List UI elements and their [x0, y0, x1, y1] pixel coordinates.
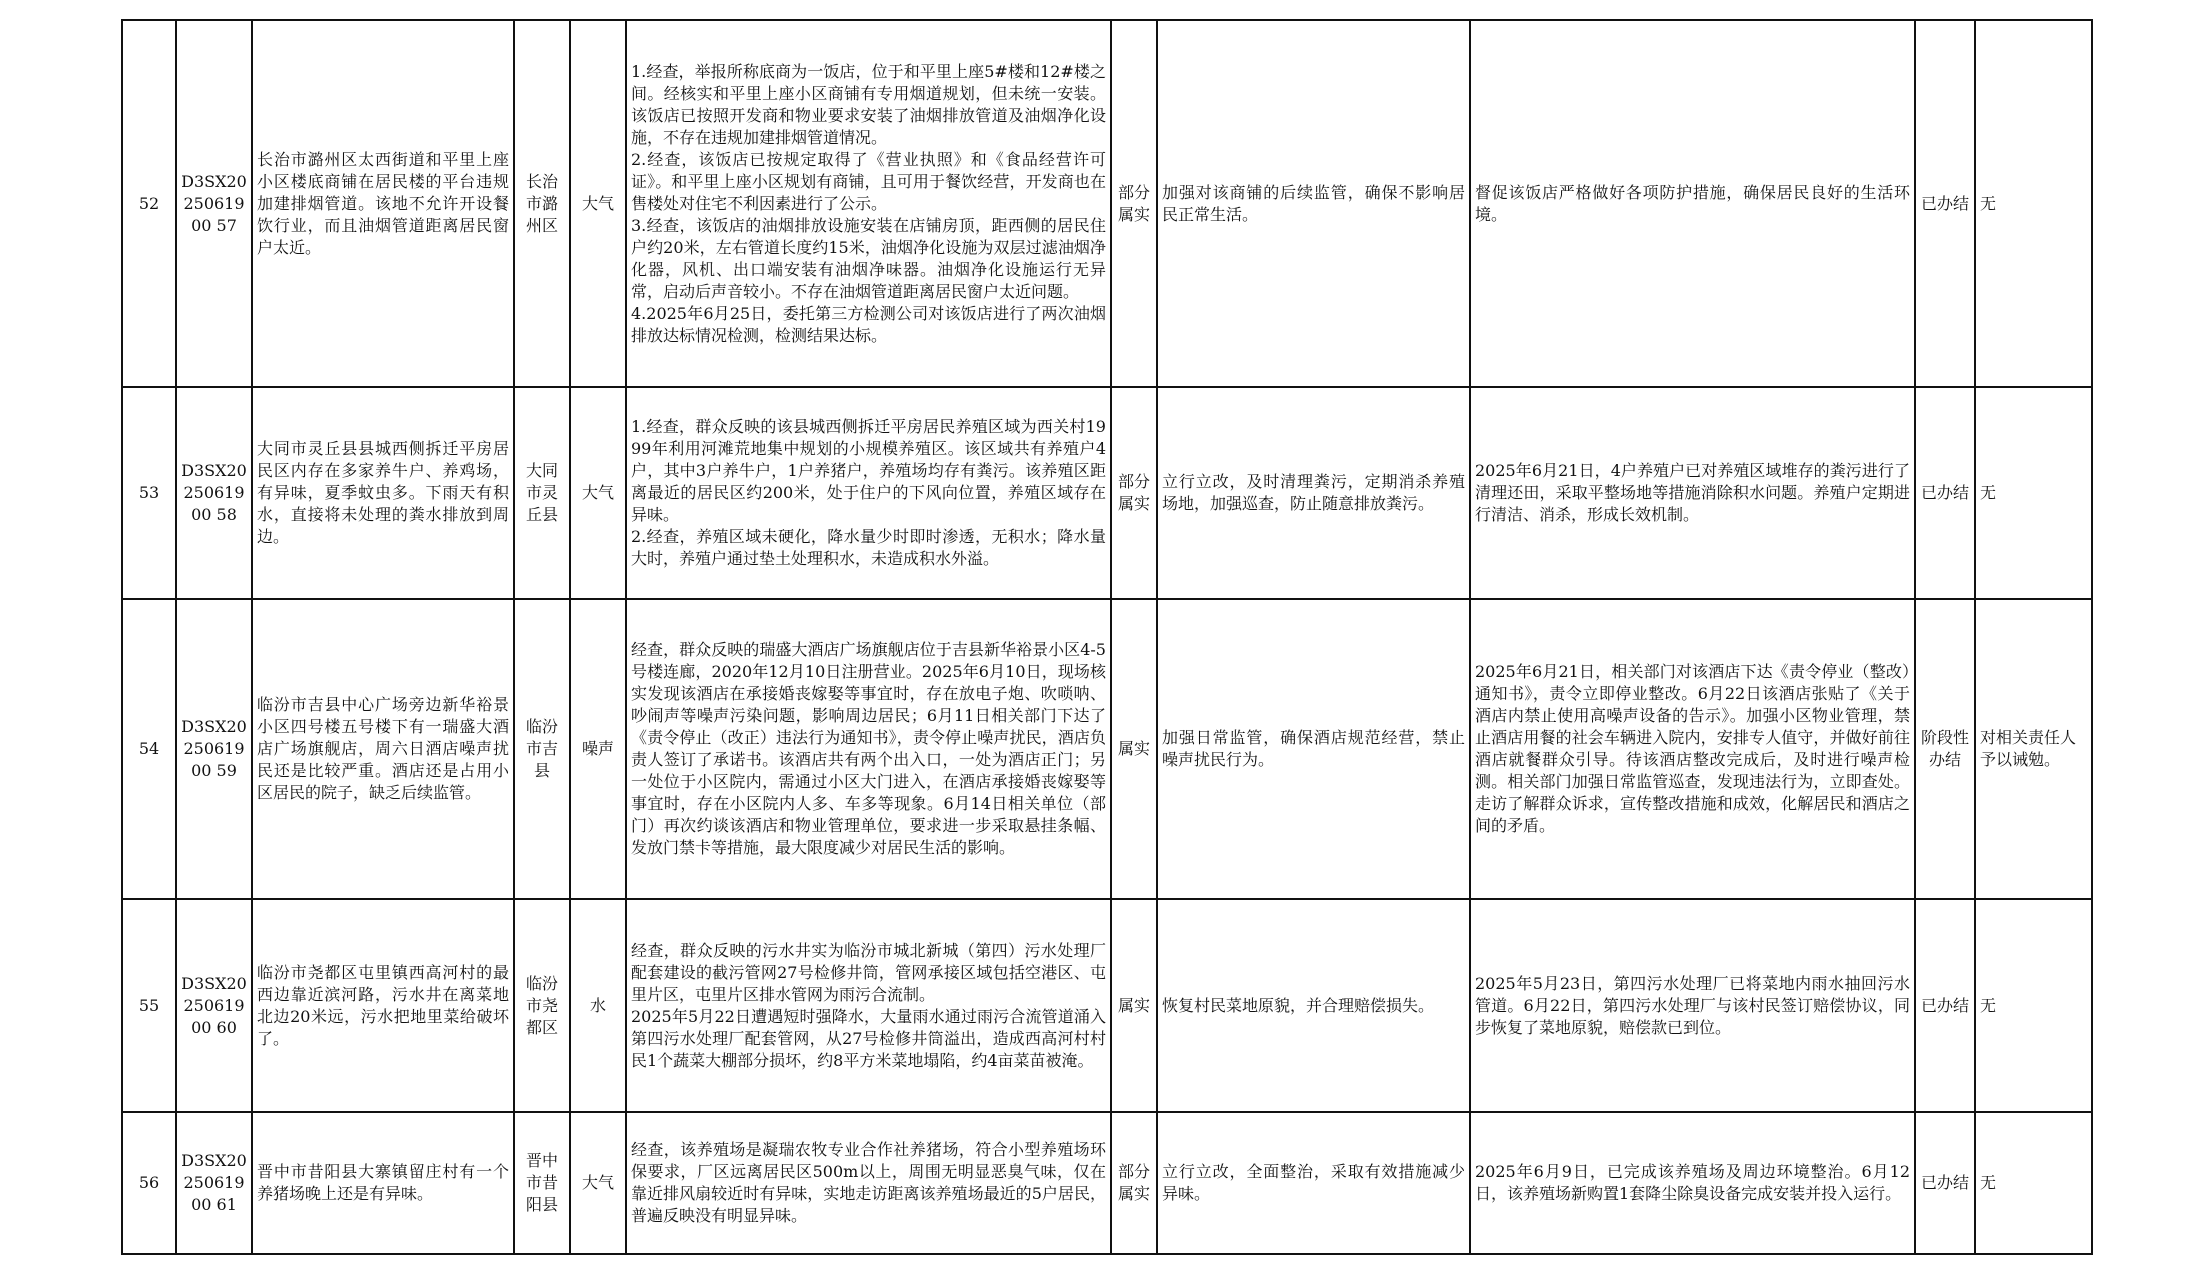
table-row — [122, 899, 2092, 1112]
finding-paragraph: 1.经查，群众反映的该县城西侧拆迁平房居民养殖区域为西关村1999年利用河滩荒地集中规划的小规模养殖区。该区域共有养殖户4户，其中3户养牛户，1户养猪户，养殖场均存有粪污。该养殖区距离最近的居民区约200米，处于住户的下风向位置，养殖区域存在异味。 — [631, 417, 1106, 524]
case-code: D3SX2025061900 61 — [176, 1112, 252, 1254]
investigation-findings — [626, 899, 1111, 1112]
row-number: 56 — [122, 1112, 176, 1254]
accountability: 无 — [1975, 1112, 2092, 1254]
table-row — [122, 1112, 2092, 1254]
administrative-region: 长治市潞州区 — [514, 20, 570, 387]
investigation-findings — [626, 20, 1111, 387]
rectification-result: 2025年6月21日，相关部门对该酒店下达《责令停业（整改）通知书》，责令立即停业整改。6月22日该酒店张贴了《关于酒店内禁止使用高噪声设备的告示》。加强小区物业管理，禁止酒店用餐的社会车辆进入院内，安排专人值守，并做好前往酒店就餐群众引导。待该酒店整改完成后，及时进行噪声检测。相关部门加强日常监管巡查，发现违法行为，立即查处。走访了解群众诉求，宣传整改措施和成效，化解居民和酒店之间的矛盾。 — [1470, 599, 1915, 899]
verification-status: 部分属实 — [1111, 20, 1157, 387]
accountability: 无 — [1975, 899, 2092, 1112]
pollution-type: 大气 — [570, 387, 626, 599]
row-number: 54 — [122, 599, 176, 899]
handling-measures: 恢复村民菜地原貌，并合理赔偿损失。 — [1157, 899, 1470, 1112]
table-row — [122, 387, 2092, 599]
table-row — [122, 20, 2092, 387]
verification-status: 属实 — [1111, 599, 1157, 899]
verification-status: 属实 — [1111, 899, 1157, 1112]
handling-measures: 立行立改，及时清理粪污，定期消杀养殖场地，加强巡查，防止随意排放粪污。 — [1157, 387, 1470, 599]
pollution-type: 水 — [570, 899, 626, 1112]
finding-paragraph: 3.经查，该饭店的油烟排放设施安装在店铺房顶，距西侧的居民住户约20米，左右管道长度约15米，油烟净化设施为双层过滤油烟净化器，风机、出口端安装有油烟净味器。油烟净化设施运行无异常，启动后声音较小。不存在油烟管道距离居民窗户太近问题。 — [631, 215, 1106, 301]
complaint-table — [121, 19, 2093, 1255]
completion-status: 已办结 — [1915, 1112, 1975, 1254]
administrative-region: 临汾市吉县 — [514, 599, 570, 899]
pollution-type: 大气 — [570, 1112, 626, 1254]
administrative-region: 临汾市尧都区 — [514, 899, 570, 1112]
completion-status: 阶段性办结 — [1915, 599, 1975, 899]
complaint-content: 晋中市昔阳县大寨镇留庄村有一个养猪场晚上还是有异味。 — [252, 1112, 514, 1254]
case-code: D3SX2025061900 57 — [176, 20, 252, 387]
finding-paragraph: 1.经查，举报所称底商为一饭店，位于和平里上座5#楼和12#楼之间。经核实和平里上座小区商铺有专用烟道规划，但未统一安装。该饭店已按照开发商和物业要求安装了油烟排放管道及油烟净化设施，不存在违规加建排烟管道情况。 — [631, 61, 1106, 147]
complaint-content: 临汾市尧都区屯里镇西高河村的最西边靠近滨河路，污水井在离菜地北边20米远，污水把地里菜给破坏了。 — [252, 899, 514, 1112]
complaint-content: 长治市潞州区太西街道和平里上座小区楼底商铺在居民楼的平台违规加建排烟管道。该地不允许开设餐饮行业，而且油烟管道距离居民窗户太近。 — [252, 20, 514, 387]
verification-status: 部分属实 — [1111, 387, 1157, 599]
rectification-result: 2025年6月21日，4户养殖户已对养殖区域堆存的粪污进行了清理还田，采取平整场地等措施消除积水问题。养殖户定期进行清洁、消杀，形成长效机制。 — [1470, 387, 1915, 599]
handling-measures: 立行立改，全面整治，采取有效措施减少异味。 — [1157, 1112, 1470, 1254]
administrative-region: 大同市灵丘县 — [514, 387, 570, 599]
investigation-findings — [626, 387, 1111, 599]
row-number: 53 — [122, 387, 176, 599]
investigation-findings — [626, 1112, 1111, 1254]
complaint-content: 临汾市吉县中心广场旁边新华裕景小区四号楼五号楼下有一瑞盛大酒店广场旗舰店，周六日酒店噪声扰民还是比较严重。酒店还是占用小区居民的院子，缺乏后续监管。 — [252, 599, 514, 899]
finding-paragraph: 2.经查，该饭店已按规定取得了《营业执照》和《食品经营许可证》。和平里上座小区规划有商铺，且可用于餐饮经营，开发商也在售楼处对住宅不利因素进行了公示。 — [631, 149, 1106, 213]
finding-paragraph: 经查，群众反映的瑞盛大酒店广场旗舰店位于吉县新华裕景小区4-5号楼连廊，2020年12月10日注册营业。2025年6月10日，现场核实发现该酒店在承接婚丧嫁娶等事宜时，存在放电子炮、吹唢呐、吵闹声等噪声污染问题，影响周边居民；6月11日相关部门下达了《责令停止（改正）违法行为通知书》，责令停止噪声扰民，酒店负责人签订了承诺书。该酒店共有两个出入口，一处为酒店正门；另一处位于小区院内，需通过小区大门进入，在酒店承接婚丧嫁娶等事宜时，存在小区院内人多、车多等现象。6月14日相关单位（部门）再次约谈该酒店和物业管理单位，要求进一步采取悬挂条幅、发放门禁卡等措施，最大限度减少对居民生活的影响。 — [631, 640, 1106, 857]
handling-measures: 加强日常监管，确保酒店规范经营，禁止噪声扰民行为。 — [1157, 599, 1470, 899]
accountability: 无 — [1975, 387, 2092, 599]
rectification-result: 2025年6月9日，已完成该养殖场及周边环境整治。6月12日，该养殖场新购置1套降尘除臭设备完成安装并投入运行。 — [1470, 1112, 1915, 1254]
table-row — [122, 599, 2092, 899]
rectification-result: 督促该饭店严格做好各项防护措施，确保居民良好的生活环境。 — [1470, 20, 1915, 387]
handling-measures: 加强对该商铺的后续监管，确保不影响居民正常生活。 — [1157, 20, 1470, 387]
case-code: D3SX2025061900 60 — [176, 899, 252, 1112]
case-code: D3SX2025061900 59 — [176, 599, 252, 899]
row-number: 52 — [122, 20, 176, 387]
finding-paragraph: 4.2025年6月25日，委托第三方检测公司对该饭店进行了两次油烟排放达标情况检测，检测结果达标。 — [631, 303, 1106, 345]
finding-paragraph: 经查，该养殖场是凝瑞农牧专业合作社养猪场，符合小型养殖场环保要求，厂区远离居民区500m以上，周围无明显恶臭气味，仅在靠近排风扇较近时有异味，实地走访距离该养殖场最近的5户居民，普遍反映没有明显异味。 — [631, 1140, 1106, 1225]
finding-paragraph: 2.经查，养殖区域未硬化，降水量少时即时渗透，无积水；降水量大时，养殖户通过垫土处理积水，未造成积水外溢。 — [631, 527, 1106, 568]
finding-paragraph: 经查，群众反映的污水井实为临汾市城北新城（第四）污水处理厂配套建设的截污管网27号检修井筒，管网承接区域包括空港区、屯里片区，屯里片区排水管网为雨污合流制。 — [631, 940, 1106, 1004]
verification-status: 部分属实 — [1111, 1112, 1157, 1254]
completion-status: 已办结 — [1915, 20, 1975, 387]
administrative-region: 晋中市昔阳县 — [514, 1112, 570, 1254]
pollution-type: 大气 — [570, 20, 626, 387]
row-number: 55 — [122, 899, 176, 1112]
pollution-type: 噪声 — [570, 599, 626, 899]
investigation-findings — [626, 599, 1111, 899]
accountability: 对相关责任人予以诫勉。 — [1975, 599, 2092, 899]
case-code: D3SX2025061900 58 — [176, 387, 252, 599]
rectification-result: 2025年5月23日，第四污水处理厂已将菜地内雨水抽回污水管道。6月22日，第四污水处理厂与该村民签订赔偿协议，同步恢复了菜地原貌，赔偿款已到位。 — [1470, 899, 1915, 1112]
completion-status: 已办结 — [1915, 899, 1975, 1112]
accountability: 无 — [1975, 20, 2092, 387]
complaint-content: 大同市灵丘县县城西侧拆迁平房居民区内存在多家养牛户、养鸡场，有异味，夏季蚊虫多。下雨天有积水，直接将未处理的粪水排放到周边。 — [252, 387, 514, 599]
completion-status: 已办结 — [1915, 387, 1975, 599]
finding-paragraph: 2025年5月22日遭遇短时强降水，大量雨水通过雨污合流管道涌入第四污水处理厂配套管网，从27号检修井筒溢出，造成西高河村村民1个蔬菜大棚部分损坏，约8平方米菜地塌陷，约4亩菜苗被淹。 — [631, 1006, 1106, 1070]
